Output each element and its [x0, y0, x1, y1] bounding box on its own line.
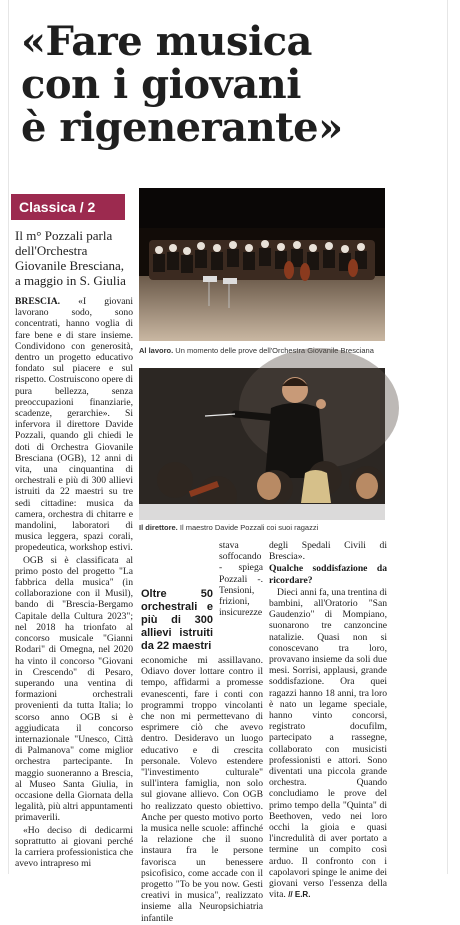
photo2-caption-text: Il maestro Davide Pozzali coi suoi ragazzi	[179, 523, 319, 532]
photo1-caption-lead: Al lavoro.	[139, 346, 174, 355]
section-tag: Classica / 2	[11, 194, 125, 220]
paragraph: stava soffocando - spiega Pozzali -. Tensioni, frizioni, insicurezze economiche mi assillavano. Odiavo dover lottare contro il tempo, affidarmi a promesse evanescenti, fare i conti con programmi troppo vincolanti che non mi permettevano di esprimere ciò che avevo dentro. Desideravo un luogo educativo e di crescita personale. Volevo estendere "l'investimento culturale" sull'intera famiglia, non solo sul giovane allievo. Con OGB ho realizzato questo obiettivo. Anche per questo motivo porto la musica nelle scuole: affinché la relazione che il suono instaura fra le persone favorisca un benessere psicofisico, come accade con il progetto "To be you now. Gesti creativi in musica", realizzato insieme alla Neuropsichiatria infantile	[141, 540, 263, 924]
headline-line-3: è rigenerante»	[21, 104, 343, 151]
article-column-2	[141, 540, 263, 925]
paragraph: «Ho deciso di dedicarmi soprattutto ai giovani perché la carriera professionistica che avevo intrapreso mi	[15, 824, 133, 870]
photo2-caption-lead: Il direttore.	[139, 523, 178, 532]
headline-line-2: con i giovani	[21, 61, 301, 108]
dateline: BRESCIA.	[15, 296, 61, 307]
photo1-caption-text: Un momento delle prove dell'Orchestra Giovanile Bresciana	[175, 346, 374, 355]
newspaper-page	[8, 0, 448, 924]
paragraph: OGB si è classificata al primo posto del progetto "La fabbrica della musica" (in collaborazione con il Musil), bando di "Brescia-Bergamo Capitale della Cultura 2023"; nel 2018 ha trionfato al concorso musicale "Gianni Rodari" di Omegna, nel 2020 ha vinto il concorso "Giovani in Crescendo" di Pesaro, superando una ventina di formazioni orchestrali provenienti da tutta Italia; lo scorso anno OGB si è aggiudicata il concorso internazionale "Unesco, Città di Palmanova" come miglior orchestra partecipante. In maggio suoneranno a Brescia, al Museo Santa Giulia, in occasione della Giornata della legalità, più altri appuntamenti primaverili.	[15, 554, 133, 824]
photo2-caption	[139, 523, 389, 533]
conductor-photo	[139, 368, 385, 520]
article-column-1	[15, 296, 133, 870]
interview-question: Qualche soddisfazione da ricordare?	[269, 563, 387, 586]
pull-quote: Oltre 50 orchestrali e più di 300 allievi istruiti da 22 maestri	[141, 588, 213, 652]
paragraph	[269, 587, 387, 901]
paragraph	[15, 296, 133, 554]
subheadline: Il m° Pozzali parla dell'Orchestra Giovanile Bresciana, a maggio in S. Giulia	[15, 228, 126, 288]
paragraph-text: Dieci anni fa, una trentina di bambini, all'Oratorio "San Gaudenzio" di Mompiano, suonarono tre canzoncine natalizie. Quasi non si conoscevano tra loro, provavano insieme da soli due mesi. Sorrisi, applausi, grande soddisfazione. Ora quei ragazzi hanno 18 anni, tra loro è nato un legame speciale, hanno vinto concorsi, registrato docufilm, partecipato a rassegne, collaborato con musicisti professionisti e attori. Sono diventati una piccola grande orchestra. Quando concludiamo le prove del primo tempo della "Quinta" di Beethoven, vedo nei loro occhi la gioia e quasi l'incredulità di aver portato a termine un compito così arduo. Il confronto con i capolavori spinge le anime dei giovani verso l'essenza della vita.	[269, 586, 387, 901]
headline-line-1: «Fare musica	[21, 18, 312, 65]
headline	[21, 20, 441, 149]
paragraph: degli Spedali Civili di Brescia».	[269, 540, 387, 563]
author-signature: // E.R.	[288, 890, 311, 900]
paragraph-text: «I giovani lavorano sodo, sono concentrati, hanno voglia di fare bene e di stare insieme. Condividono con generosità, dentro un progetto educativo fondato sul piacere e sul rispetto. Costruiscono opere di pura bellezza, senza preoccupazioni finanziarie, scadenze, gerarchie». Si infervora il direttore Davide Pozzali, quando gli chiedi le doti di Orchestra Giovanile Bresciana (OGB), 12 anni di vita, una cinquantina di orchestrali e più di 300 allievi istruiti da 22 maestri su tre sedi cittadine: musica da camera, orchestra di chitarre e mandolini, laboratori di musica leggera, spazi corali, propedeutica, workshop estivi.	[15, 296, 133, 554]
article-column-3	[269, 540, 387, 902]
orchestra-rehearsal-photo	[139, 188, 385, 341]
